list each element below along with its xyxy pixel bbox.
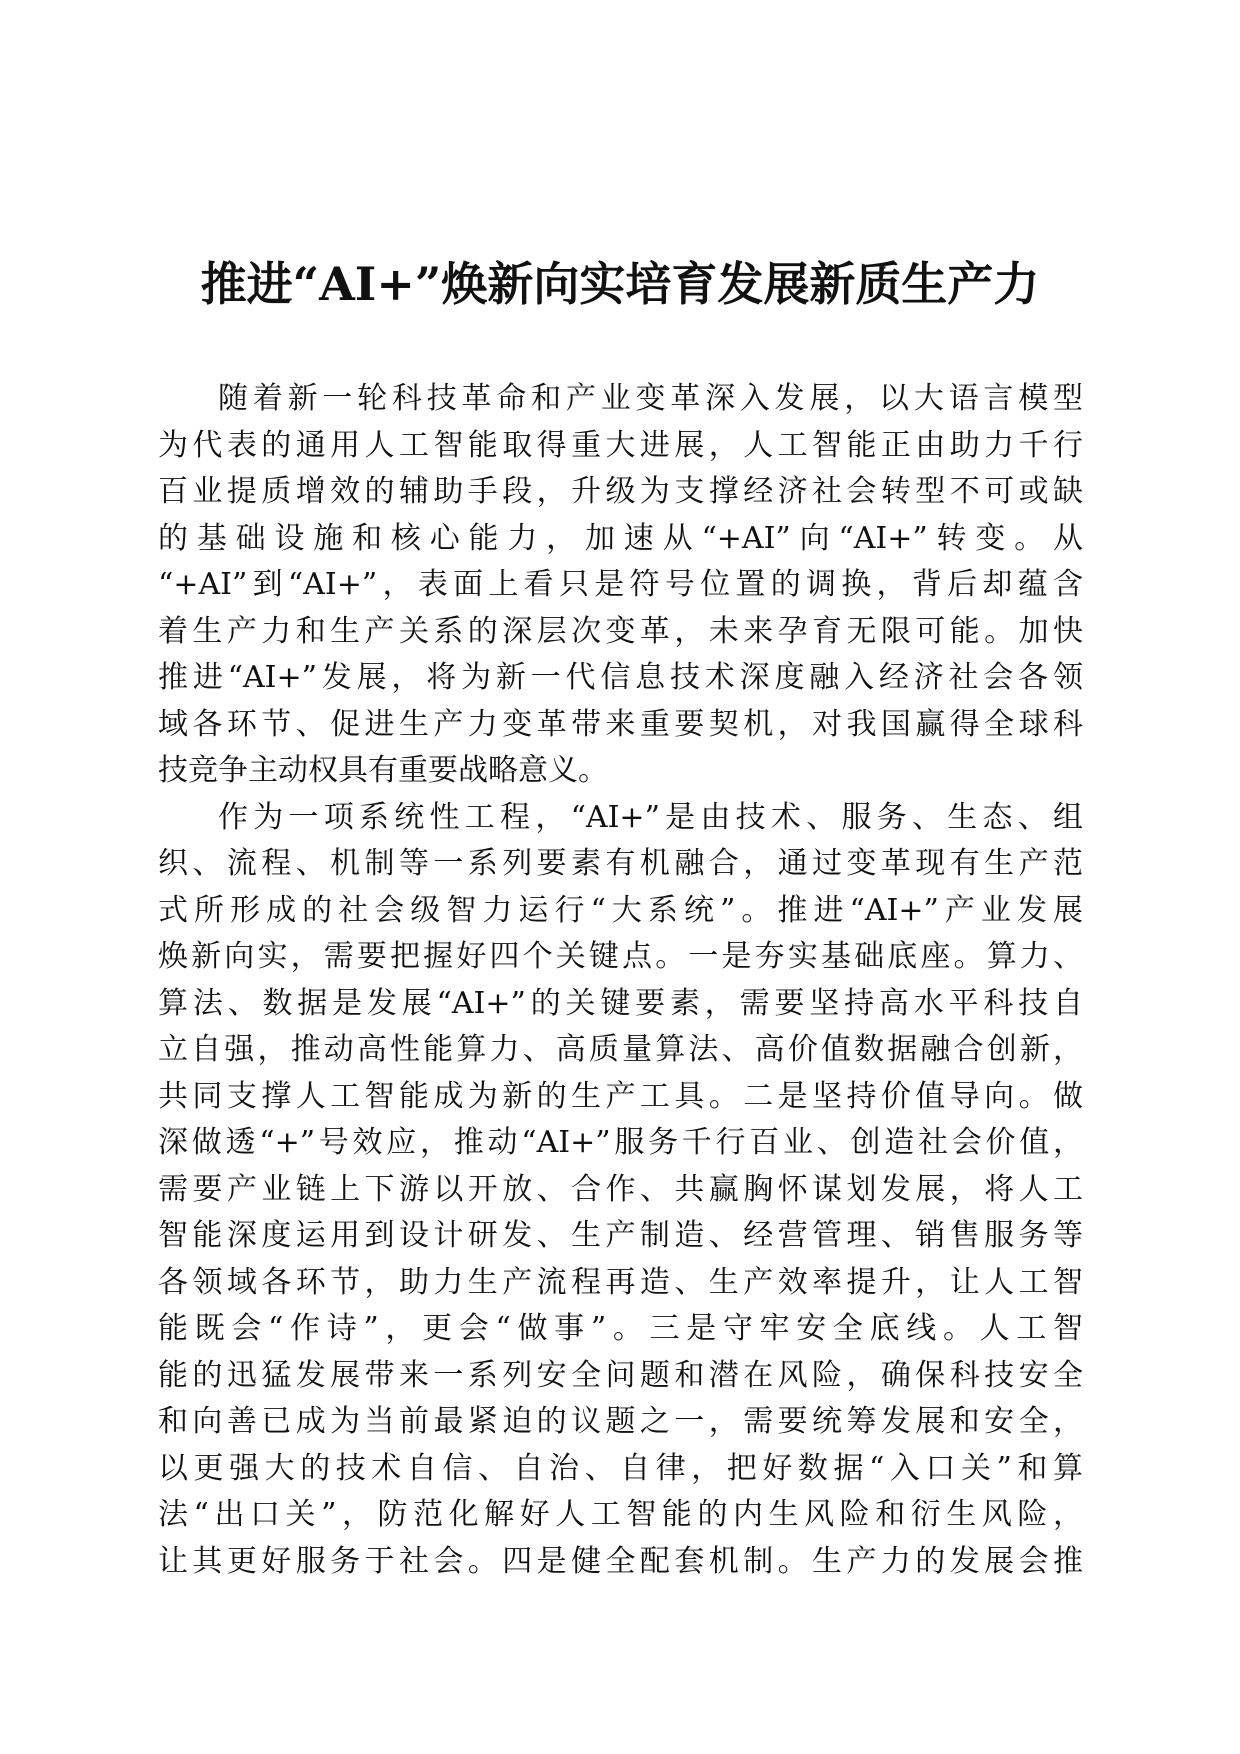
text-line: 式所形成的社会级智力运行“大系统”。推进“AI+”产业发展 — [158, 892, 1083, 928]
text-line: 让其更好服务于社会。四是健全配套机制。生产力的发展会推 — [158, 1543, 1083, 1579]
text-line: 的基础设施和核心能力，加速从“+AI”向“AI+”转变。从 — [158, 520, 1083, 556]
text-line: 共同支撑人工智能成为新的生产工具。二是坚持价值导向。做 — [158, 1078, 1083, 1114]
text-line: 能既会“作诗”，更会“做事”。三是守牢安全底线。人工智 — [158, 1311, 1083, 1346]
text-line: 和向善已成为当前最紧迫的议题之一，需要统筹发展和安全， — [158, 1404, 1083, 1439]
paragraph-2 — [158, 795, 1083, 1586]
text-line: 焕新向实，需要把握好四个关键点。一是夯实基础底座。算力、 — [158, 939, 1083, 974]
text-line: 各领域各环节，助力生产流程再造、生产效率提升，让人工智 — [158, 1264, 1083, 1300]
text-line: 技竞争主动权具有重要战略意义。 — [158, 753, 608, 788]
text-line: 需要产业链上下游以开放、合作、共赢胸怀谋划发展，将人工 — [158, 1171, 1083, 1207]
text-line: 作为一项系统性工程，“AI+”是由技术、服务、生态、组 — [218, 799, 1083, 835]
text-line: 法“出口关”，防范化解好人工智能的内生风险和衍生风险， — [158, 1497, 1083, 1532]
article-body — [158, 376, 1083, 1585]
text-line: 着生产力和生产关系的深层次变革，未来孕育无限可能。加快 — [158, 613, 1083, 649]
text-line: 随着新一轮科技革命和产业变革深入发展，以大语言模型 — [218, 381, 1083, 416]
text-line: 算法、数据是发展“AI+”的关键要素，需要坚持高水平科技自 — [158, 985, 1083, 1021]
text-line: 立自强，推动高性能算力、高质量算法、高价值数据融合创新， — [158, 1032, 1083, 1067]
paragraph-1 — [158, 376, 1083, 795]
text-line: 深做透“+”号效应，推动“AI+”服务千行百业、创造社会价值， — [158, 1125, 1083, 1160]
text-line: 以更强大的技术自信、自治、自律，把好数据“入口关”和算 — [158, 1450, 1083, 1486]
text-line: 百业提质增效的辅助手段，升级为支撑经济社会转型不可或缺 — [158, 474, 1083, 509]
text-line: 为代表的通用人工智能取得重大进展，人工智能正由助力千行 — [158, 427, 1083, 463]
text-line: 域各环节、促进生产力变革带来重要契机，对我国赢得全球科 — [158, 706, 1083, 742]
text-line: 能的迅猛发展带来一系列安全问题和潜在风险，确保科技安全 — [158, 1357, 1083, 1393]
article-title: 推进“AI+”焕新向实培育发展新质生产力 — [200, 257, 1040, 311]
text-line: 织、流程、机制等一系列要素有机融合，通过变革现有生产范 — [158, 846, 1083, 881]
text-line: 推进“AI+”发展，将为新一代信息技术深度融入经济社会各领 — [158, 660, 1083, 695]
text-line: “+AI”到“AI+”，表面上看只是符号位置的调换，背后却蕴含 — [158, 567, 1083, 602]
text-line: 智能深度运用到设计研发、生产制造、经营管理、销售服务等 — [158, 1218, 1083, 1253]
